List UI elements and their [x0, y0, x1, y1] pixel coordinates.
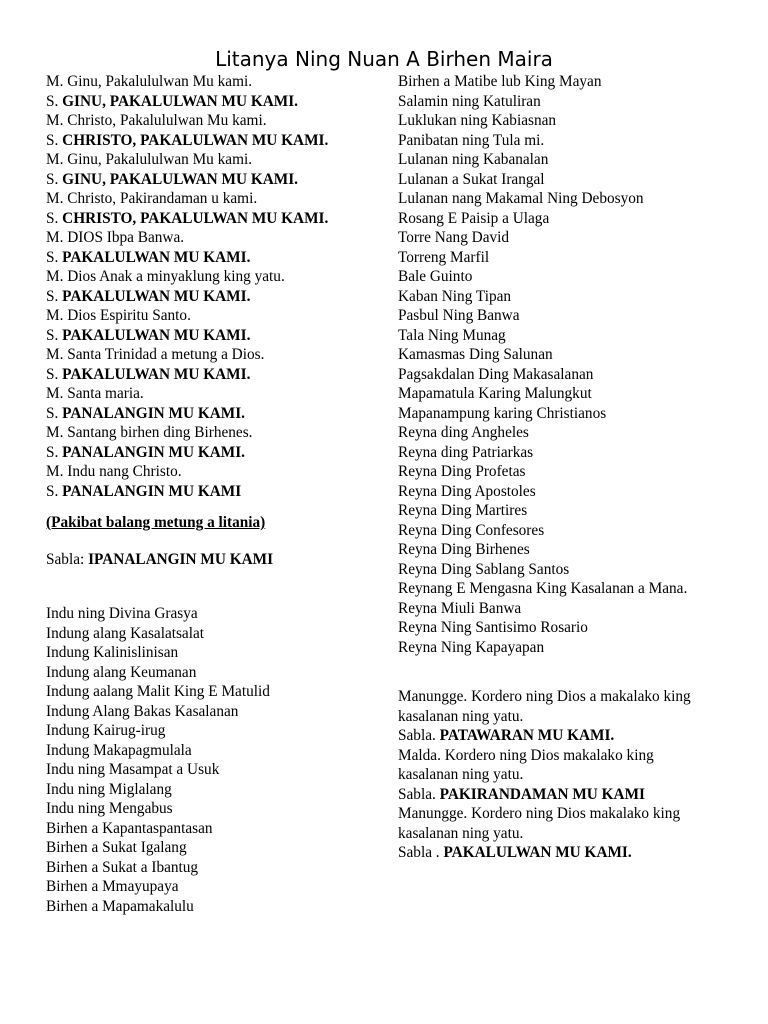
invocation-item: Indu ning Miglalang — [46, 780, 172, 798]
litany-line-response: PAKALULWAN MU KAMI. — [62, 365, 251, 383]
instruction-line: (Pakibat balang metung a litania) — [46, 514, 266, 531]
litany-line-text: S. — [46, 92, 63, 110]
litany-line-text: S. — [46, 482, 63, 500]
litany-line — [46, 170, 366, 190]
invocation-item: Luklukan ning Kabiasnan — [398, 112, 557, 129]
litany-line-text: M. Christo, Pakalululwan Mu kami. — [46, 112, 267, 129]
litany-line — [46, 345, 366, 365]
litany-line-text: M. Dios Anak a minyaklung king yatu. — [46, 268, 285, 285]
invocation-item: Reyna Ding Profetas — [398, 463, 526, 480]
litany-line — [46, 384, 366, 404]
agnus-dei-line — [398, 687, 698, 726]
litany-line-text: M. Christo, Pakirandaman u kami. — [46, 190, 258, 207]
invocation-item: Birhen a Mapamakalulu — [46, 897, 194, 915]
litany-line-response: PAKALULWAN MU KAMI. — [62, 326, 251, 344]
invocation-item: Indung Kairug-irug — [46, 722, 166, 739]
litany-line-response: CHRISTO, PAKALULWAN MU KAMI. — [62, 131, 329, 149]
litany-line — [46, 189, 366, 209]
litany-line — [46, 267, 366, 287]
invocation-item: Reyna Ding Birhenes — [398, 541, 530, 558]
litany-line — [46, 462, 366, 482]
litany-line-text: S. — [46, 365, 63, 383]
litany-line-text: M. Santa Trinidad a metung a Dios. — [46, 346, 265, 363]
invocation-item: Reyna Ding Sablang Santos — [398, 560, 570, 578]
invocation-item: Kamasmas Ding Salunan — [398, 346, 553, 363]
invocation-item: Bale Guinto — [398, 268, 473, 285]
response-label: Sabla: — [46, 550, 89, 568]
invocation-item: Reyna Ning Santisimo Rosario — [398, 619, 588, 636]
invocation-item: Indu ning Divina Grasya — [46, 605, 198, 622]
invocation-item: Indung aalang Malit King E Matulid — [46, 683, 270, 700]
agnus-dei-line-text: Manungge. Kordero ning Dios a makalako king kasalanan ning yatu. — [398, 688, 691, 725]
litany-line-response: GINU, PAKALULWAN MU KAMI. — [62, 92, 298, 110]
page-title: Litanya Ning Nuan A Birhen Maira — [215, 47, 553, 71]
litany-line — [46, 365, 366, 385]
agnus-dei-line — [398, 726, 698, 746]
litany-line-response: GINU, PAKALULWAN MU KAMI. — [62, 170, 298, 188]
invocation-item: Lulanan ning Kabanalan — [398, 151, 549, 168]
invocation-item: Birhen a Sukat Igalang — [46, 839, 187, 856]
litany-line — [46, 72, 366, 92]
litany-line-text: S. — [46, 131, 63, 149]
agnus-dei-line-response: PATAWARAN MU KAMI. — [439, 727, 615, 744]
agnus-dei-line-text: Malda. Kordero ning Dios makalako king kasalanan ning yatu. — [398, 746, 654, 783]
litany-line-response: PANALANGIN MU KAMI — [62, 482, 242, 500]
litany-line-response: PAKALULWAN MU KAMI. — [62, 248, 251, 266]
litany-line — [46, 111, 366, 131]
invocation-item: Birhen a Sukat a Ibantug — [46, 858, 199, 876]
invocation-item: Reynang E Mengasna King Kasalanan a Mana. — [398, 580, 688, 597]
litany-line — [46, 92, 366, 112]
litany-line — [46, 306, 366, 326]
litany-line — [46, 209, 366, 229]
litany-line — [46, 248, 366, 268]
agnus-dei-line-response: PAKIRANDAMAN MU KAMI — [439, 785, 645, 803]
invocation-item: Reyna Miuli Banwa — [398, 599, 522, 617]
litany-line-text: S. — [46, 248, 63, 266]
invocation-item: Birhen a Kapantaspantasan — [46, 819, 213, 837]
litany-line-response: CHRISTO, PAKALULWAN MU KAMI. — [62, 209, 329, 227]
invocation-item: Indung alang Keumanan — [46, 663, 197, 681]
litany-line-text: S. — [46, 287, 63, 305]
agnus-dei-line-response: PAKALULWAN MU KAMI. — [443, 844, 632, 861]
invocation-item: Indu ning Masampat a Usuk — [46, 761, 220, 778]
invocation-item: Mapanampung karing Christianos — [398, 404, 607, 422]
response-text: IPANALANGIN MU KAMI — [88, 550, 274, 568]
response-line — [46, 550, 366, 570]
litany-line — [46, 287, 366, 307]
agnus-dei-line — [398, 843, 698, 863]
invocation-item: Tala Ning Munag — [398, 326, 506, 344]
litany-line — [46, 482, 366, 502]
litany-line-response: PANALANGIN MU KAMI. — [62, 404, 245, 422]
invocation-item: Indung Alang Bakas Kasalanan — [46, 702, 239, 720]
invocation-item: Indu ning Mengabus — [46, 800, 173, 817]
invocation-item: Indung Kalinislinisan — [46, 644, 179, 661]
litany-line-text: M. Ginu, Pakalululwan Mu kami. — [46, 73, 253, 90]
agnus-dei-line-text: Sabla. — [398, 727, 440, 744]
invocation-item: Reyna Ning Kapayapan — [398, 638, 545, 656]
invocation-item: Rosang E Paisip a Ulaga — [398, 209, 550, 227]
agnus-dei-line — [398, 746, 698, 785]
right-invocation-list — [398, 72, 698, 657]
invocation-item: Indung alang Kasalatsalat — [46, 624, 205, 642]
invocation-item: Reyna Ding Martires — [398, 502, 528, 519]
litany-line-text: M. Santa maria. — [46, 385, 144, 402]
litany-line-text: M. Santang birhen ding Birhenes. — [46, 424, 253, 441]
litany-line — [46, 131, 366, 151]
agnus-dei-line-text: Sabla. — [398, 785, 440, 803]
litany-line — [46, 150, 366, 170]
invocation-item: Birhen a Mmayupaya — [46, 878, 179, 895]
invocation-item: Salamin ning Katuliran — [398, 92, 541, 110]
invocation-item: Torre Nang David — [398, 229, 510, 246]
invocation-item: Torreng Marfil — [398, 248, 490, 266]
litany-line — [46, 443, 366, 463]
litany-line-text: S. — [46, 209, 63, 227]
agnus-dei-line-text: Sabla . — [398, 844, 444, 861]
agnus-dei-line-text: Manungge. Kordero ning Dios makalako king kasalanan ning yatu. — [398, 805, 681, 842]
opening-responses — [46, 72, 366, 501]
invocation-item: Pasbul Ning Banwa — [398, 307, 520, 324]
litany-line-text: M. Ginu, Pakalululwan Mu kami. — [46, 151, 253, 168]
litany-line — [46, 404, 366, 424]
litany-line-text: S. — [46, 170, 63, 188]
invocation-item: Panibatan ning Tula mi. — [398, 131, 545, 149]
invocation-item: Kaban Ning Tipan — [398, 287, 512, 305]
invocation-item: Birhen a Matibe lub King Mayan — [398, 73, 602, 90]
litany-line-text: M. Dios Espiritu Santo. — [46, 307, 191, 324]
litany-line-response: PAKALULWAN MU KAMI. — [62, 287, 251, 305]
invocation-item: Reyna Ding Apostoles — [398, 482, 536, 500]
invocation-item: Lulanan nang Makamal Ning Debosyon — [398, 190, 644, 207]
agnus-dei-line — [398, 804, 698, 843]
litany-line-response: PANALANGIN MU KAMI. — [62, 443, 245, 461]
invocation-item: Reyna ding Angheles — [398, 424, 529, 441]
litany-line-text: S. — [46, 443, 63, 461]
litany-line — [46, 423, 366, 443]
invocation-item: Pagsakdalan Ding Makasalanan — [398, 365, 594, 383]
invocation-item: Reyna Ding Confesores — [398, 521, 545, 539]
litany-line — [46, 228, 366, 248]
invocation-item: Indung Makapagmulala — [46, 741, 192, 759]
invocation-item: Mapamatula Karing Malungkut — [398, 385, 592, 402]
invocation-item: Reyna ding Patriarkas — [398, 443, 534, 461]
litany-line-text: M. Indu nang Christo. — [46, 463, 182, 480]
left-column — [46, 72, 366, 916]
litany-line — [46, 326, 366, 346]
litany-line-text: M. DIOS Ibpa Banwa. — [46, 229, 185, 246]
invocation-item: Lulanan a Sukat Irangal — [398, 170, 545, 188]
agnus-dei-section — [398, 687, 698, 863]
right-column — [398, 72, 698, 863]
litany-line-text: S. — [46, 404, 63, 422]
agnus-dei-line — [398, 785, 698, 805]
litany-line-text: S. — [46, 326, 63, 344]
left-invocation-list — [46, 604, 366, 916]
